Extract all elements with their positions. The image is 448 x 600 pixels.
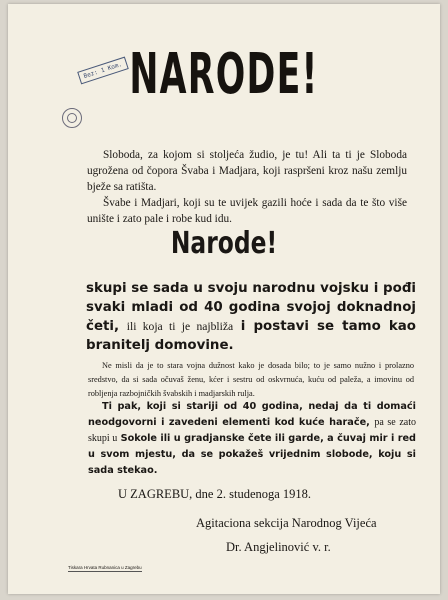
- archive-stamp: Bez: 1 Kom.: [77, 57, 128, 85]
- date-line: U ZAGREBU, dne 2. studenoga 1918.: [118, 487, 312, 501]
- subheading: Narode!: [170, 226, 278, 261]
- call-text-1: skupi se sada u svoju narodnu vojsku i pođi svaki mladi od 40 godina svojoj doknadnoj četi,: [86, 281, 416, 334]
- call-text-3: i postavi se tamo kao branitelj domovine.: [86, 319, 416, 353]
- note-paragraph: Ne misli da je to stara vojna dužnost kako je dosada bilo; to je samo nužno i prolazno sredstvo, da si sada očuvaš ženu, kćer i sestru od oskvrnuća, kuću od paleža, a imovinu od robljenja razbojničkih švabskih i madjarskih rulja.: [88, 361, 414, 398]
- printer-imprint: Tiskara Hrvata Rubnanica u Zagrebu: [68, 565, 142, 570]
- older-text-1: Ti pak, koji si stariji od 40 godina, nedaj da ti domaći neodgovorni i zavedeni elementi kod kuće harače,: [88, 401, 416, 428]
- signature-organization: Agitaciona sekcija Narodnog Vijeća: [196, 516, 377, 530]
- older-men-paragraph: [88, 399, 416, 479]
- older-text-2: pa se zato skupi u: [88, 417, 416, 444]
- intro-paragraph-2: Švabe i Madjari, koji su te uvijek gazili hoće i sada da te što više unište i zato pale i robe kud idu.: [87, 197, 407, 225]
- intro-paragraph-1: Sloboda, za kojom si stoljeća žudio, je tu! Ali ta ti je Sloboda ugrožena od čopora Švaba i Madjara, koji raspršeni kroz našu zemlju bježe sa ratišta.: [87, 149, 407, 193]
- signature-name: Dr. Angjelinović v. r.: [226, 540, 331, 554]
- seal-stamp-icon: [62, 108, 82, 128]
- call-text-2: ili koja ti je najbliža: [126, 320, 234, 333]
- call-to-arms: [86, 279, 416, 355]
- older-text-3: Sokole ili u gradjanske čete ili garde, a čuvaj mir i red u svom mjestu, da se pokažeš vrijednim slobode, koju si sada stekao.: [88, 433, 416, 476]
- poster-sheet: [8, 4, 440, 594]
- headline: NARODE!: [129, 42, 319, 107]
